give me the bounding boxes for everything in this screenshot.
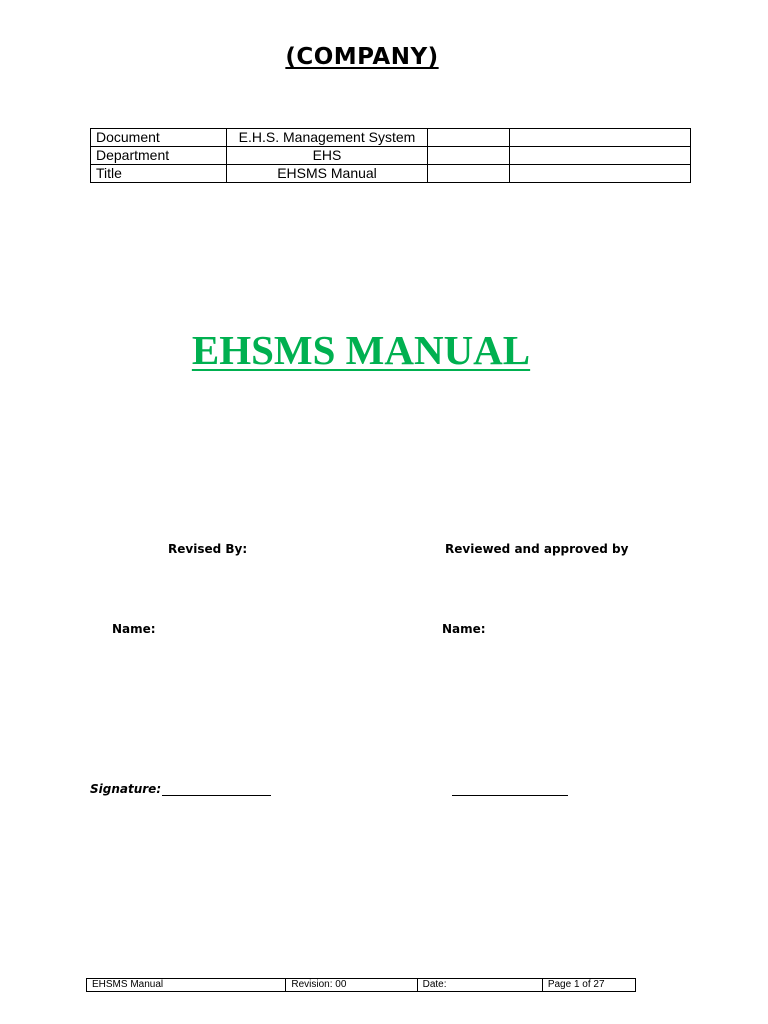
empty-cell [428,129,510,147]
table-row [91,165,691,183]
signature-line-left [162,795,271,796]
empty-cell [428,147,510,165]
empty-cell [510,165,691,183]
footer-date: Date: [417,979,542,992]
table-row [87,979,636,992]
name-label-right: Name: [442,622,486,636]
empty-cell [510,129,691,147]
signature-label: Signature: [90,782,162,796]
table-row [91,147,691,165]
row-label: Department [91,147,227,165]
empty-cell [428,165,510,183]
revised-by-label: Revised By: [168,542,248,556]
row-value: E.H.S. Management System [227,129,428,147]
name-label-left: Name: [112,622,156,636]
footer-revision: Revision: 00 [286,979,417,992]
reviewed-by-label: Reviewed and approved by [445,542,629,556]
table-row [91,129,691,147]
company-name: (COMPANY) [285,44,439,70]
signature-line-right [452,795,568,796]
footer-page: Page 1 of 27 [542,979,635,992]
document-title: EHSMS MANUAL [191,327,531,373]
row-value: EHS [227,147,428,165]
row-label: Title [91,165,227,183]
footer-table [86,978,636,992]
document-info-table [90,128,691,183]
row-value: EHSMS Manual [227,165,428,183]
row-label: Document [91,129,227,147]
footer-doc: EHSMS Manual [87,979,286,992]
empty-cell [510,147,691,165]
